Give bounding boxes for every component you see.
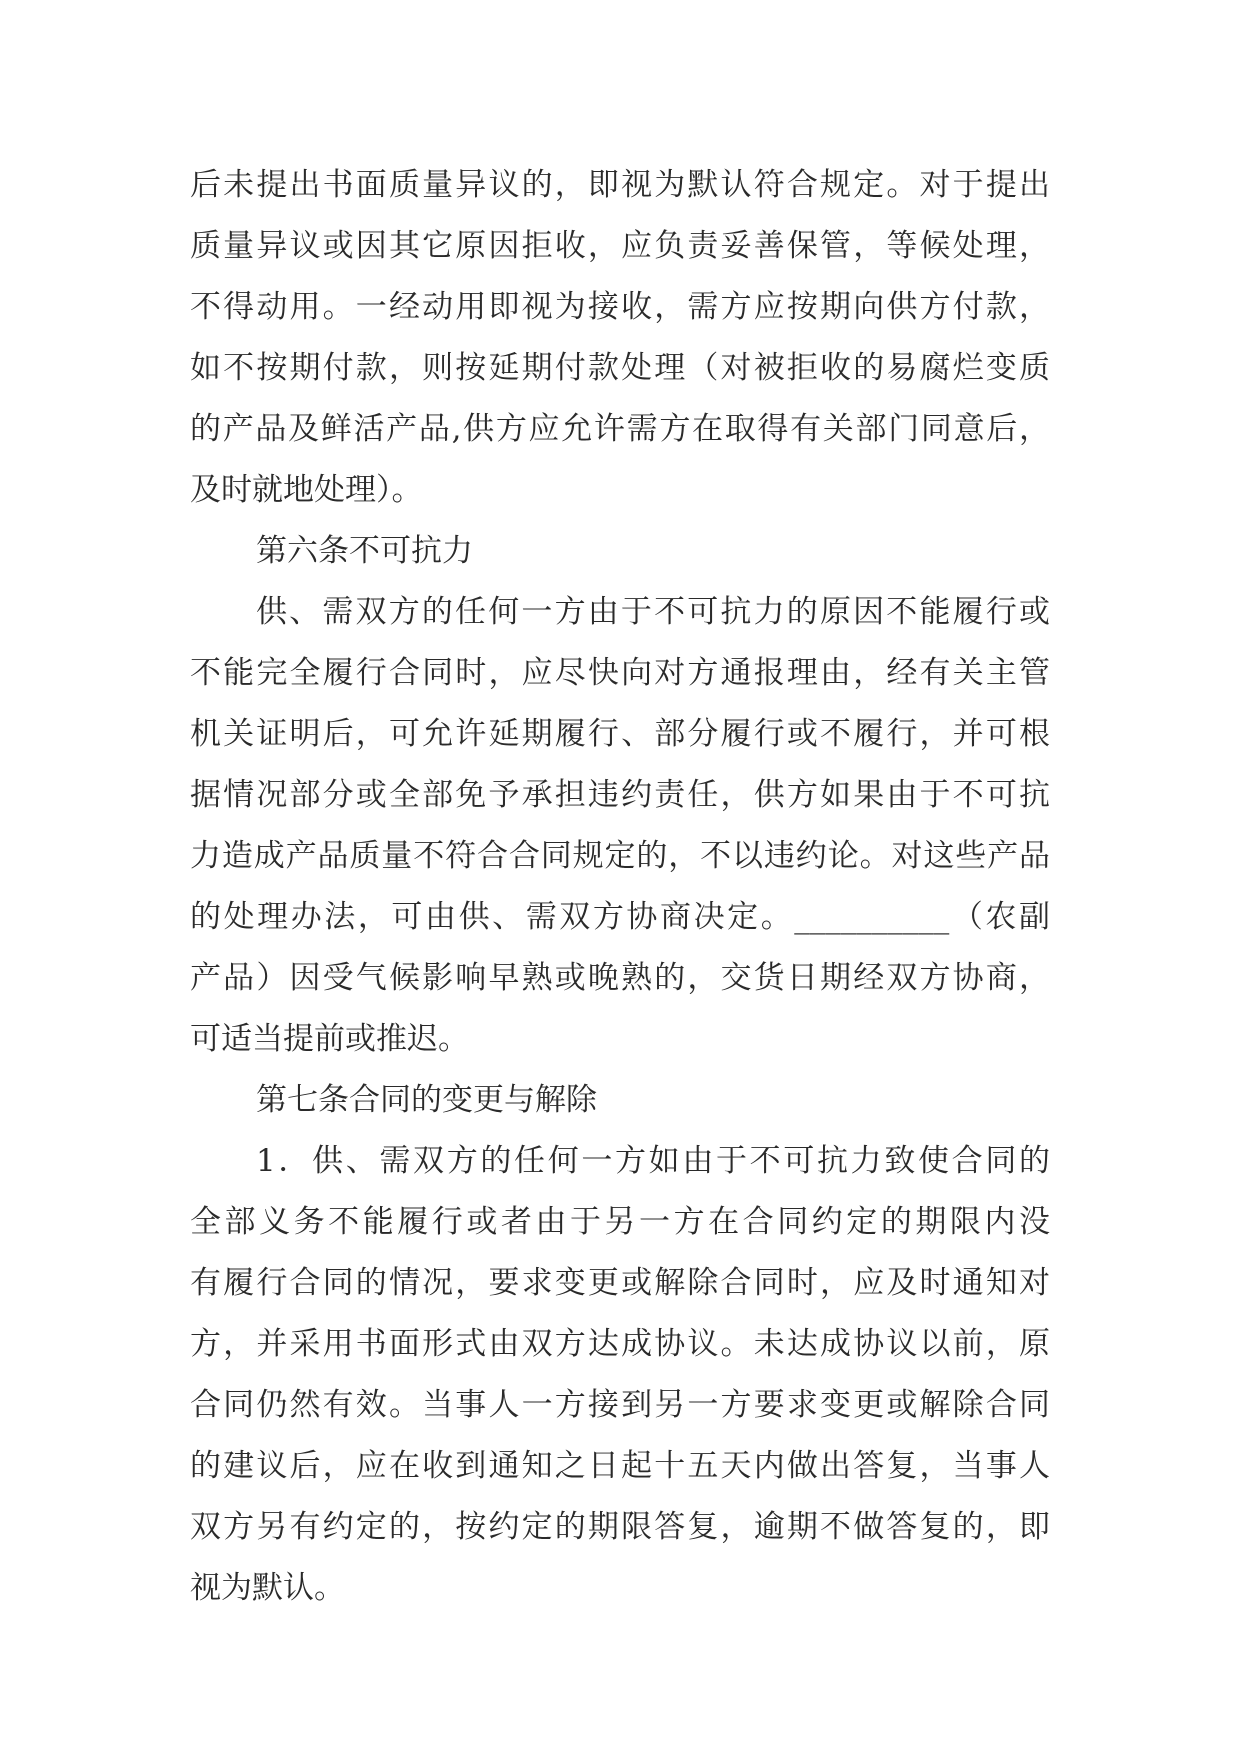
text-line: 有履行合同的情况，要求变更或解除合同时，应及时通知对 [190,1265,1050,1301]
text-line: 双方另有约定的，按约定的期限答复，逾期不做答复的，即 [190,1509,1050,1545]
section-heading: 第七条合同的变更与解除 [256,1082,597,1118]
text-line: 机关证明后，可允许延期履行、部分履行或不履行，并可根 [190,716,1050,752]
text-line: 供、需双方的任何一方由于不可抗力的原因不能履行或 [256,594,1050,630]
text-line: 视为默认。 [190,1570,345,1606]
text-line: 产品）因受气候影响早熟或晚熟的，交货日期经双方协商， [190,960,1050,996]
paragraph-quality-objection [190,155,1050,521]
text-line: 质量异议或因其它原因拒收，应负责妥善保管，等候处理， [190,228,1050,264]
text-line: 不能完全履行合同时，应尽快向对方通报理由，经有关主管 [190,655,1050,691]
text-line: 力造成产品质量不符合合同规定的，不以违约论。对这些产品 [190,838,1050,874]
text-line: 后未提出书面质量异议的，即视为默认符合规定。对于提出 [190,167,1050,203]
text-line: 如不按期付款，则按延期付款处理（对被拒收的易腐烂变质 [190,350,1050,386]
text-line: 的建议后，应在收到通知之日起十五天内做出答复，当事人 [190,1448,1050,1484]
text-line: 的产品及鲜活产品,供方应允许需方在取得有关部门同意后， [190,411,1050,447]
text-line: 方，并采用书面形式由双方达成协议。未达成协议以前，原 [190,1326,1050,1362]
text-line: 可适当提前或推迟。 [190,1021,469,1057]
article-6-heading [190,521,1050,582]
section-heading: 第六条不可抗力 [256,533,473,569]
article-7-heading [190,1070,1050,1131]
text-line: 合同仍然有效。当事人一方接到另一方要求变更或解除合同 [190,1387,1050,1423]
text-line: 1．供、需双方的任何一方如由于不可抗力致使合同的 [256,1143,1050,1179]
paragraph-article-7-clause-1 [190,1131,1050,1619]
text-line: 及时就地处理）。 [190,472,423,508]
text-line: 全部义务不能履行或者由于另一方在合同约定的期限内没 [190,1204,1050,1240]
text-line: 不得动用。一经动用即视为接收，需方应按期向供方付款， [190,289,1050,325]
paragraph-article-6 [190,582,1050,1070]
text-line: 据情况部分或全部免予承担违约责任，供方如果由于不可抗 [190,777,1050,813]
text-line: 的处理办法，可由供、需双方协商决定。__________（农副 [190,899,1050,935]
document-body [190,155,1050,1619]
